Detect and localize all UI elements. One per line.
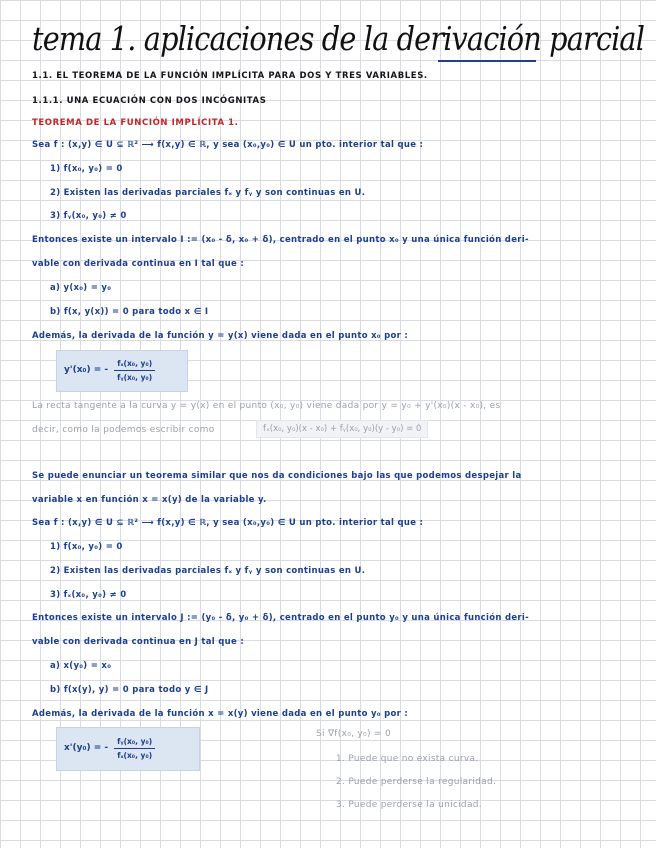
tangent-line2: decir, como la podemos escribir como xyxy=(32,425,215,435)
condition-2-1: 1) f(x₀, y₀) = 0 xyxy=(50,542,123,552)
property-1-a: a) y(x₀) = y₀ xyxy=(50,283,112,293)
condition-1-1: 1) f(x₀, y₀) = 0 xyxy=(50,164,123,174)
hypothesis-intro-2: Sea f : (x,y) ∈ U ⊆ ℝ² ⟶ f(x,y) ∈ ℝ, y sea (x₀,y₀) ∈ U un pto. interior tal que : xyxy=(32,518,424,528)
derivative-formula-2 xyxy=(64,732,155,764)
formula-1-numerator: fₓ(x₀, y₀) xyxy=(114,359,155,371)
note-item-2: 2. Puede perderse la regularidad. xyxy=(336,777,497,787)
formula-2-fraction xyxy=(114,737,155,760)
formula-2-numerator: fᵧ(x₀, y₀) xyxy=(114,737,155,749)
derivative-formula-1 xyxy=(64,354,155,386)
note-gradient-zero: Si ∇f(x₀, y₀) = 0 xyxy=(316,729,391,739)
note-item-3: 3. Puede perderse la unicidad. xyxy=(336,800,482,810)
condition-1-3: 3) fᵧ(x₀, y₀) ≠ 0 xyxy=(50,211,127,221)
property-2-a: a) x(y₀) = x₀ xyxy=(50,661,112,671)
tangent-line1: La recta tangente a la curva y = y(x) en el punto (x₀, y₀) viene dada por y = y₀ + y'(x₀)(x - x₀), es xyxy=(32,401,501,411)
conclusion-2-line1: Entonces existe un intervalo J := (y₀ - δ, y₀ + δ), centrado en el punto y₀ y una única función deri- xyxy=(32,613,529,623)
condition-1-2: 2) Existen las derivadas parciales fₓ y fᵧ y son continuas en U. xyxy=(50,188,366,198)
formula-1-fraction xyxy=(114,359,155,382)
derivative-intro-2: Además, la derivada de la función x = x(y) viene dada en el punto y₀ por : xyxy=(32,709,409,719)
subsection-heading: 1.1.1. UNA ECUACIÓN CON DOS INCÓGNITAS xyxy=(32,96,267,106)
title-underline xyxy=(438,60,536,62)
formula-2-lhs: x'(y₀) = - xyxy=(64,743,109,753)
hypothesis-intro-1: Sea f : (x,y) ∈ U ⊆ ℝ² ⟶ f(x,y) ∈ ℝ, y sea (x₀,y₀) ∈ U un pto. interior tal que : xyxy=(32,140,424,150)
theorem-heading: TEOREMA DE LA FUNCIÓN IMPLÍCITA 1. xyxy=(32,118,239,128)
conclusion-2-line2: vable con derivada continua en J tal que : xyxy=(32,637,245,647)
condition-2-3: 3) fₓ(x₀, y₀) ≠ 0 xyxy=(50,590,127,600)
derivative-intro-1: Además, la derivada de la función y = y(x) viene dada en el punto x₀ por : xyxy=(32,331,409,341)
conclusion-1-line1: Entonces existe un intervalo I := (x₀ - δ, x₀ + δ), centrado en el punto x₀ y una única función deri- xyxy=(32,235,529,245)
section-heading: 1.1. EL TEOREMA DE LA FUNCIÓN IMPLÍCITA PARA DOS Y TRES VARIABLES. xyxy=(32,71,428,81)
tangent-formula: fₓ(x₀, y₀)(x - x₀) + fᵧ(x₀, y₀)(y - y₀) = 0 xyxy=(256,420,428,438)
property-2-b: b) f(x(y), y) = 0 para todo y ∈ J xyxy=(50,685,209,695)
formula-1-denominator: fᵧ(x₀, y₀) xyxy=(117,372,153,382)
formula-1-lhs: y'(x₀) = - xyxy=(64,365,109,375)
note-item-1: 1. Puede que no exista curva. xyxy=(336,754,479,764)
condition-2-2: 2) Existen las derivadas parciales fₓ y fᵧ y son continuas en U. xyxy=(50,566,366,576)
formula-2-denominator: fₓ(x₀, y₀) xyxy=(117,750,153,760)
page-title: tema 1. aplicaciones de la derivación parcial xyxy=(32,19,645,58)
similar-theorem-line2: variable x en función x = x(y) de la variable y. xyxy=(32,495,267,505)
conclusion-1-line2: vable con derivada continua en I tal que : xyxy=(32,259,245,269)
property-1-b: b) f(x, y(x)) = 0 para todo x ∈ I xyxy=(50,307,209,317)
similar-theorem-line1: Se puede enunciar un teorema similar que nos da condiciones bajo las que podemos despejar la xyxy=(32,471,522,481)
